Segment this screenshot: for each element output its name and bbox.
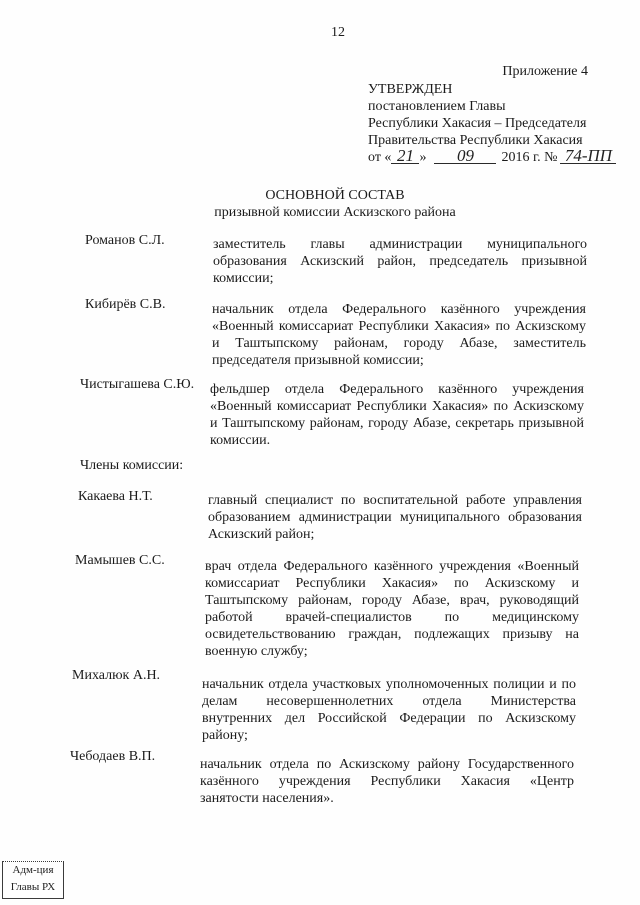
position-line: занятости населения». — [200, 791, 334, 806]
approval-heading: УТВЕРЖДЕН — [368, 82, 453, 97]
member-name: Мамышев С.С. — [75, 553, 165, 568]
approval-line: Республики Хакасия – Председателя — [368, 116, 587, 131]
member-position — [208, 492, 582, 543]
position-line: освидетельствованию граждан, подлежащих призыву на — [205, 627, 579, 642]
position-line: начальник отдела участковых уполномоченных полиции и по — [202, 677, 576, 692]
member-position — [200, 756, 574, 807]
member-position — [213, 236, 587, 287]
position-line: казённого учреждения Республики Хакасия «Центр — [200, 774, 574, 789]
approval-date-line — [368, 146, 616, 166]
position-line: району; — [202, 728, 248, 743]
stamp-line: Адм-ция — [12, 864, 54, 876]
position-line: и Таштыпскому районам, городу Абазе, секретарь призывной — [210, 416, 584, 431]
document-title: ОСНОВНОЙ СОСТАВ — [265, 188, 405, 203]
position-line: работой врачей-специалистов по медицинскому — [205, 610, 579, 625]
position-line: фельдшер отдела Федерального казённого учреждения — [210, 382, 584, 397]
position-line: Аскизский район; — [208, 527, 315, 542]
position-line: комиссии. — [210, 433, 271, 448]
year-number-label: 2016 г. № — [501, 150, 558, 165]
member-name: Чебодаев В.П. — [70, 749, 156, 764]
handwritten-day: 21 — [391, 149, 419, 164]
members-heading: Члены комиссии: — [80, 458, 184, 473]
date-quote-close: » — [419, 150, 427, 165]
approval-line: постановлением Главы — [368, 99, 506, 114]
document-subtitle: призывной комиссии Аскизского района — [214, 205, 456, 220]
appendix-label: Приложение 4 — [502, 64, 588, 79]
position-line: председателя призывной комиссии; — [212, 353, 424, 368]
position-line: образования Аскизский район, председатель призывной — [213, 254, 587, 269]
position-line: начальник отдела Федерального казённого учреждения — [212, 302, 586, 317]
position-line: главный специалист по воспитательной работе управления — [208, 493, 582, 508]
approval-block — [368, 81, 616, 166]
position-line: Таштыпскому районам, городу Абазе, врач, руководящий — [205, 593, 579, 608]
member-name: Кибирёв С.В. — [85, 297, 166, 312]
registry-stamp — [2, 861, 64, 899]
position-line: комиссариат Республики Хакасия» по Аскизскому и — [205, 576, 579, 591]
handwritten-month: 09 — [434, 149, 496, 164]
page-number: 12 — [331, 25, 345, 40]
member-name: Романов С.Л. — [85, 233, 165, 248]
position-line: и Таштыпскому районам, городу Абазе, заместитель — [212, 336, 586, 351]
position-line: образованием администрации муниципального образования — [208, 510, 582, 525]
position-line: комиссии; — [213, 271, 274, 286]
member-name: Чистыгашева С.Ю. — [80, 377, 195, 392]
position-line: военную службу; — [205, 644, 308, 659]
member-name: Какаева Н.Т. — [78, 489, 153, 504]
member-position — [212, 301, 586, 369]
member-name: Михалюк А.Н. — [72, 668, 161, 683]
member-position — [202, 676, 576, 744]
approval-line: Правительства Республики Хакасия — [368, 133, 583, 148]
position-line: делам несовершеннолетних отдела Министерства — [202, 694, 576, 709]
position-line: «Военный комиссариат Республики Хакасия» по Аскизскому — [210, 399, 584, 414]
position-line: внутренних дел Российской Федерации по Аскизскому — [202, 711, 576, 726]
position-line: начальник отдела по Аскизскому району Государственного — [200, 757, 574, 772]
handwritten-number: 74-ПП — [560, 149, 616, 164]
member-position — [205, 558, 579, 660]
date-prefix: от « — [368, 150, 392, 165]
position-line: «Военный комиссариат Республики Хакасия» по Аскизскому — [212, 319, 586, 334]
stamp-line: Главы РХ — [10, 881, 56, 893]
position-line: заместитель главы администрации муниципального — [213, 237, 587, 252]
member-position — [210, 381, 584, 449]
position-line: врач отдела Федерального казённого учреждения «Военный — [205, 559, 579, 574]
